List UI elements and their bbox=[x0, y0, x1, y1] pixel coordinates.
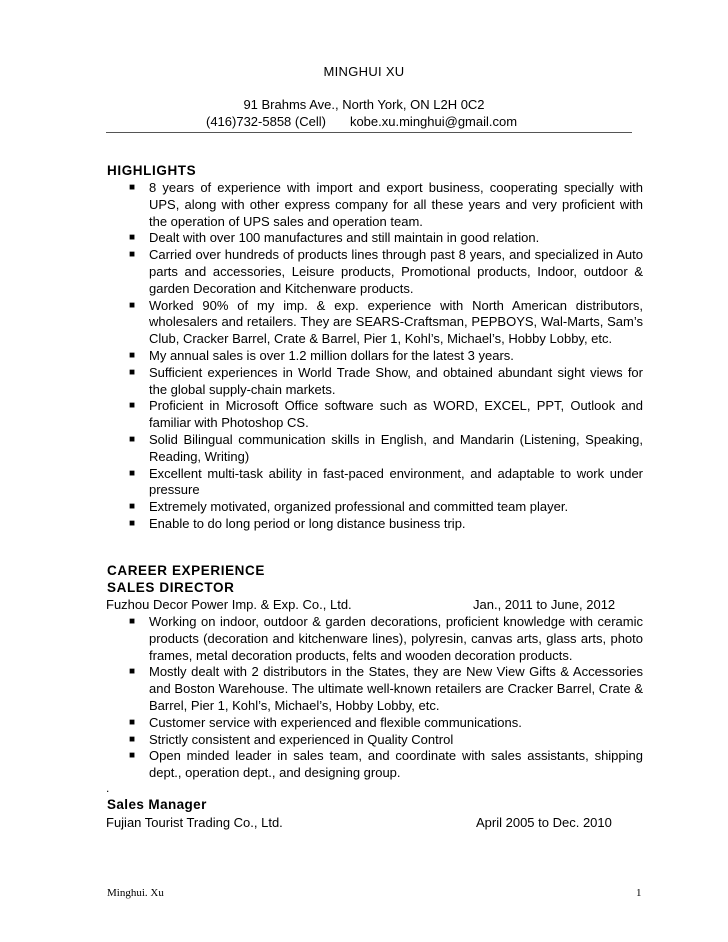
list-item: ■ Extremely motivated, organized professional and committed team player. bbox=[129, 499, 569, 515]
list-item: ■ Enable to do long period or long distance business trip. bbox=[129, 515, 466, 531]
bullet-icon: ■ bbox=[129, 433, 136, 445]
job-title: Sales Manager bbox=[107, 797, 207, 812]
job-dates: April 2005 to Dec. 2010 bbox=[476, 815, 612, 830]
company-name: Fuzhou Decor Power Imp. & Exp. Co., Ltd. bbox=[106, 597, 352, 612]
highlights-list bbox=[125, 180, 643, 533]
list-item: ■ Proficient in Microsoft Office software such as WORD, EXCEL, PPT, Outlook and familiar with Photoshop CS. bbox=[129, 398, 643, 431]
header-divider bbox=[106, 132, 632, 133]
bullet-icon: ■ bbox=[129, 366, 136, 378]
job-title: SALES DIRECTOR bbox=[107, 580, 235, 595]
list-item: ■ Worked 90% of my imp. & exp. experience with North American distributors, wholesalers and retailers. They are SEARS-Craftsman, PEPBOYS, Wal-Marts, Sam’s Club, Cracker Barrel, Crate & Barrel, Pier 1, Kohl’s, Michael’s, Hobby Lobby, etc. bbox=[129, 297, 643, 347]
list-item: ■ Carried over hundreds of products lines through past 8 years, and specialized in Auto parts and accessories, Leisure products, Promotional products, Indoor, outdoor & garden Decoration and Kitchenware products. bbox=[129, 247, 643, 296]
list-item: ■ 8 years of experience with import and export business, cooperating specially with UPS, along with other express company for all these years and very proficient with the operation of UPS sales and operation team. bbox=[129, 180, 643, 229]
bullet-icon: ■ bbox=[129, 750, 136, 762]
career-heading: CAREER EXPERIENCE bbox=[107, 563, 265, 578]
address-line: 91 Brahms Ave., North York, ON L2H 0C2 bbox=[243, 97, 485, 112]
bullet-icon: ■ bbox=[129, 467, 136, 479]
bullet-icon: ■ bbox=[129, 182, 136, 193]
bullet-icon: ■ bbox=[129, 616, 136, 627]
bullet-icon: ■ bbox=[129, 517, 136, 529]
bullet-icon: ■ bbox=[129, 349, 136, 361]
bullet-icon: ■ bbox=[129, 249, 136, 261]
bullet-icon: ■ bbox=[129, 666, 136, 678]
list-item: ■ Solid Bilingual communication skills in English, and Mandarin (Listening, Speaking, Reading, Writing) bbox=[129, 431, 643, 464]
bullet-icon: ■ bbox=[129, 232, 136, 244]
footer-author: Minghui. Xu bbox=[107, 887, 164, 899]
phone-number: (416)732-5858 (Cell) bbox=[206, 114, 326, 129]
list-item: ■ My annual sales is over 1.2 million dollars for the latest 3 years. bbox=[129, 347, 514, 363]
list-item: ■ Strictly consistent and experienced in Quality Control bbox=[129, 731, 454, 747]
list-item: ■ Mostly dealt with 2 distributors in the States, they are New View Gifts & Accessories and Boston Warehouse. The ultimate well-known retailers are Cracker Barrel, Crate & Barrel, Pier 1, Kohl’s, Michael’s, Hobby Lobby, etc. bbox=[129, 664, 643, 713]
bullet-icon: ■ bbox=[129, 400, 136, 412]
company-name: Fujian Tourist Trading Co., Ltd. bbox=[106, 815, 283, 830]
bullet-icon: ■ bbox=[129, 733, 136, 745]
separator-mark: . bbox=[106, 781, 110, 795]
bullet-icon: ■ bbox=[129, 501, 136, 513]
list-item: ■ Excellent multi-task ability in fast-paced environment, and adaptable to work under pressure bbox=[129, 465, 643, 498]
page-number: 1 bbox=[636, 887, 642, 899]
list-item: ■ Working on indoor, outdoor & garden decorations, proficient knowledge with ceramic products (decoration and kitchenware lines), polyresin, canvas arts, glass arts, photo frames, metal decoration products, felts and wooden decoration products. bbox=[129, 614, 643, 663]
job-dates: Jan., 2011 to June, 2012 bbox=[473, 597, 616, 612]
job-duties-list bbox=[125, 614, 643, 782]
bullet-icon: ■ bbox=[129, 716, 136, 728]
list-item: ■ Sufficient experiences in World Trade Show, and obtained abundant sight views for the global supply-chain markets. bbox=[129, 364, 643, 397]
highlights-heading: HIGHLIGHTS bbox=[107, 163, 197, 178]
list-item: ■ Customer service with experienced and flexible communications. bbox=[129, 714, 522, 730]
email-address: kobe.xu.minghui@gmail.com bbox=[349, 114, 518, 129]
candidate-name: MINGHUI XU bbox=[323, 64, 405, 79]
bullet-icon: ■ bbox=[129, 299, 136, 311]
list-item: ■ Dealt with over 100 manufactures and still maintain in good relation. bbox=[129, 230, 540, 246]
list-item: ■ Open minded leader in sales team, and coordinate with sales assistants, shipping dept., operation dept., and designing group. bbox=[129, 748, 643, 781]
contact-line bbox=[206, 114, 517, 129]
